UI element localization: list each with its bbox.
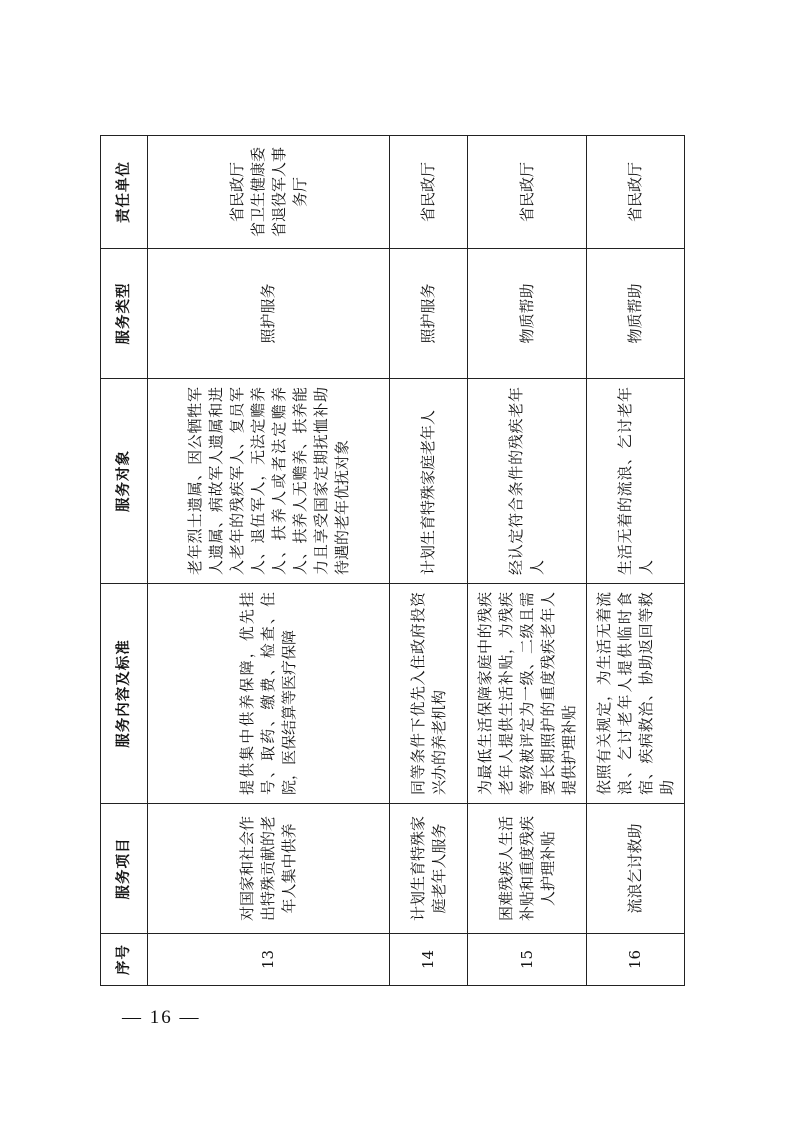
row-responsible (148, 136, 390, 249)
row-type: 物质帮助 (587, 249, 685, 379)
row-item: 流浪乞讨救助 (587, 804, 685, 934)
header-item: 服务项目 (101, 804, 148, 934)
header-content: 服务内容及标准 (101, 584, 148, 804)
row-target: 计划生育特殊家庭老年人 (390, 379, 468, 584)
responsible-unit: 省民政厅 (626, 162, 645, 223)
header-target: 服务对象 (101, 379, 148, 584)
row-target: 生活无着的流浪、乞讨老年人 (587, 379, 685, 584)
row-responsible (467, 136, 586, 249)
header-responsible: 责任单位 (101, 136, 148, 249)
row-item: 对国家和社会作出特殊贡献的老年人集中供养 (148, 804, 390, 934)
table-row (467, 136, 586, 986)
responsible-unit: 省卫生健康委 (248, 147, 267, 238)
row-type: 照护服务 (148, 249, 390, 379)
row-no: 16 (587, 934, 685, 986)
row-responsible (390, 136, 468, 249)
row-no: 13 (148, 934, 390, 986)
row-content: 提供集中供养保障，优先挂号、取药、缴费、检查、住院，医保结算等医疗保障 (148, 584, 390, 804)
row-target: 经认定符合条件的残疾老年人 (467, 379, 586, 584)
page-number: — 16 — (122, 1007, 201, 1028)
service-table (100, 135, 685, 986)
row-item: 计划生育特殊家庭老年人服务 (390, 804, 468, 934)
row-responsible (587, 136, 685, 249)
row-no: 14 (390, 934, 468, 986)
table-row (390, 136, 468, 986)
row-content: 同等条件下优先入住政府投资兴办的养老机构 (390, 584, 468, 804)
table-row (148, 136, 390, 986)
rotated-table-sheet (100, 136, 685, 986)
responsible-unit: 省退役军人事务厅 (269, 147, 309, 238)
row-no: 15 (467, 934, 586, 986)
row-content: 依照有关规定，为生活无着流浪、乞讨老年人提供临时食宿、疾病救治、协助返回等救助 (587, 584, 685, 804)
row-type: 物质帮助 (467, 249, 586, 379)
row-content: 为最低生活保障家庭中的残疾老年人提供生活补贴，为残疾等级被评定为一级、二级且需要长期照护的重度残疾老年人提供护理补贴 (467, 584, 586, 804)
row-item: 困难残疾人生活补贴和重度残疾人护理补贴 (467, 804, 586, 934)
row-type: 照护服务 (390, 249, 468, 379)
header-no: 序号 (101, 934, 148, 986)
header-type: 服务类型 (101, 249, 148, 379)
responsible-unit: 省民政厅 (227, 162, 246, 223)
row-target: 老年烈士遗属、因公牺牲军人遗属、病故军人遗属和进入老年的残疾军人、复员军人、退伍军人，无法定赡养人、扶养人或者法定赡养人、扶养人无赡养、扶养能力且享受国家定期抚恤补助待遇的老年优抚对象 (148, 379, 390, 584)
responsible-unit: 省民政厅 (517, 162, 536, 223)
table-row (587, 136, 685, 986)
table-header-row (101, 136, 148, 986)
responsible-unit: 省民政厅 (419, 162, 438, 223)
